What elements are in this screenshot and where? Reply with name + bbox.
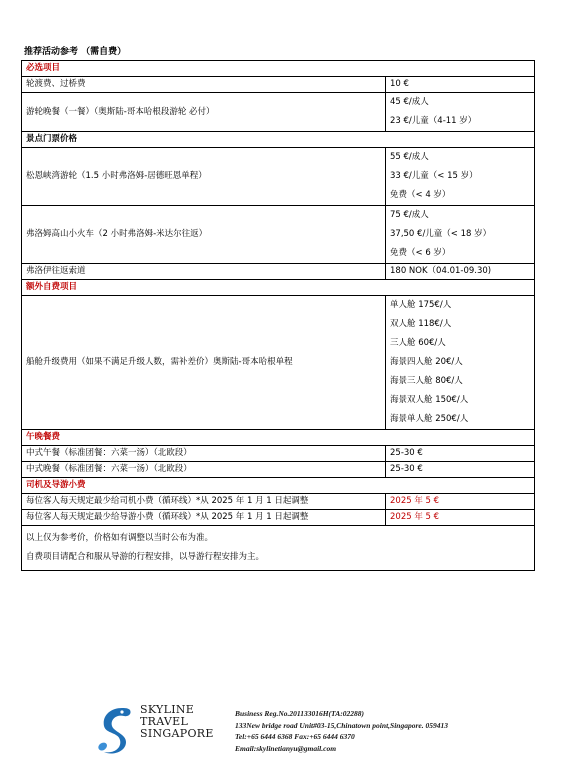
item-name: 弗洛姆高山小火车（2 小时弗洛姆-米达尔往返） <box>22 206 386 264</box>
item-name: 每位客人每天规定最少给导游小费（循环线）*从 2025 年 1 月 1 日起调整 <box>22 510 386 526</box>
email: Email:skylinetianyu@gmail.com <box>235 743 337 753</box>
item-price <box>386 206 535 264</box>
price-line: 海景双人舱 150€/人 <box>390 395 469 405</box>
price-line: 23 €/儿童（4-11 岁） <box>390 116 477 126</box>
item-price <box>386 296 535 430</box>
price-line: 海景单人舱 250€/人 <box>390 414 469 424</box>
table-row <box>22 462 535 478</box>
item-price: 2025 年 5 € <box>386 510 535 526</box>
table-row <box>22 494 535 510</box>
price-line: 海景三人舱 80€/人 <box>390 376 463 386</box>
price-line: 37,50 €/儿童（< 18 岁） <box>390 229 492 239</box>
logo-line: SINGAPORE <box>140 727 214 740</box>
item-price <box>386 93 535 132</box>
price-line: 45 €/成人 <box>390 97 429 107</box>
item-price: 180 NOK（04.01-09.30) <box>386 264 535 280</box>
section-header-required <box>22 61 535 77</box>
section-label: 景点门票价格 <box>22 132 535 148</box>
page-title: 推荐活动参考 （需自费） <box>24 47 127 57</box>
section-header-tickets <box>22 132 535 148</box>
price-line: 单人舱 175€/人 <box>390 300 452 310</box>
item-price: 2025 年 5 € <box>386 494 535 510</box>
brand-logo-text <box>140 704 214 740</box>
price-line: 55 €/成人 <box>390 152 429 162</box>
price-line: 33 €/儿童（< 15 岁） <box>390 171 478 181</box>
footer <box>92 700 492 760</box>
table-row <box>22 148 535 206</box>
price-line: 双人舱 118€/人 <box>390 319 452 329</box>
table-row <box>22 446 535 462</box>
table-row <box>22 296 535 430</box>
item-price: 10 € <box>386 77 535 93</box>
logo-line: TRAVEL <box>140 715 189 728</box>
item-name: 中式午餐（标准团餐：六菜一汤）（北欧段） <box>22 446 386 462</box>
notes-cell <box>22 526 535 571</box>
notes-row <box>22 526 535 571</box>
price-line: 海景四人舱 20€/人 <box>390 357 463 367</box>
item-price <box>386 148 535 206</box>
pricing-table <box>21 60 535 571</box>
item-name: 轮渡费、过桥费 <box>22 77 386 93</box>
phone-fax: Tel:+65 6444 6368 Fax:+65 6444 6370 <box>235 732 355 741</box>
item-name: 松恩峡湾游轮（1.5 小时弗洛姆-居德旺恩单程） <box>22 148 386 206</box>
table-row <box>22 264 535 280</box>
item-name: 每位客人每天规定最少给司机小费（循环线）*从 2025 年 1 月 1 日起调整 <box>22 494 386 510</box>
price-line: 免费（< 6 岁） <box>390 248 451 258</box>
price-line: 三人舱 60€/人 <box>390 338 446 348</box>
item-name: 中式晚餐（标准团餐：六菜一汤）（北欧段） <box>22 462 386 478</box>
table-row <box>22 77 535 93</box>
note-line: 以上仅为参考价，价格如有调整以当时公布为准。 <box>26 533 214 543</box>
price-line: 免费（< 4 岁） <box>390 190 451 200</box>
section-label: 额外自费项目 <box>22 280 535 296</box>
seahorse-logo-icon <box>92 704 140 756</box>
price-line: 75 €/成人 <box>390 210 429 220</box>
business-reg: Business Reg.No.201133016H(TA:02288) <box>235 709 364 718</box>
table-row <box>22 93 535 132</box>
section-label: 司机及导游小费 <box>22 478 535 494</box>
logo-line: SKYLINE <box>140 703 195 716</box>
item-price: 25-30 € <box>386 446 535 462</box>
company-contact-block <box>235 708 448 754</box>
section-label: 必选项目 <box>22 61 535 77</box>
item-name: 船舱升级费用（如果不满足升级人数，需补差价）奥斯陆-哥本哈根单程 <box>22 296 386 430</box>
section-header-tips <box>22 478 535 494</box>
item-price: 25-30 € <box>386 462 535 478</box>
item-name: 弗洛伊往返索道 <box>22 264 386 280</box>
item-name: 游轮晚餐（一餐）（奥斯陆-哥本哈根段游轮 必付） <box>22 93 386 132</box>
table-row <box>22 206 535 264</box>
section-label: 午晚餐费 <box>22 430 535 446</box>
section-header-meals <box>22 430 535 446</box>
company-address: 133New bridge road Unit#03-15,Chinatown point,Singapore. 059413 <box>235 720 448 730</box>
table-row <box>22 510 535 526</box>
note-line: 自费项目请配合和服从导游的行程安排，以导游行程安排为主。 <box>26 552 265 562</box>
section-header-optional <box>22 280 535 296</box>
